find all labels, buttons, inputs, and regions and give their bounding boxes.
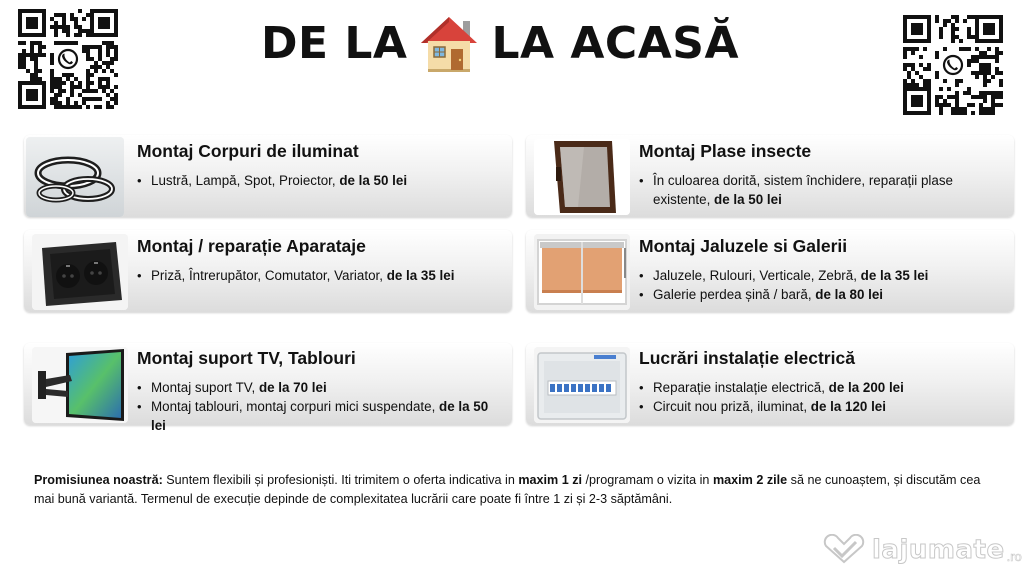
bullet-price: de la 120 lei (810, 399, 886, 414)
bullet-text: Lustră, Lampă, Spot, Proiector, (151, 173, 340, 188)
bullet-price: de la 80 lei (815, 287, 884, 302)
promise-paragraph (34, 471, 994, 509)
bullet-price: de la 50 lei (151, 399, 489, 433)
service-title: Montaj Jaluzele si Galerii (639, 236, 848, 256)
bullet-item (137, 266, 504, 285)
service-bullets (639, 266, 1006, 304)
bullet-item (639, 378, 1006, 397)
promise-text-1: Suntem flexibili și profesioniști. Iti trimitem o oferta indicativa in (162, 473, 519, 487)
bullet-price: de la 200 lei (828, 380, 904, 395)
title-right-text: LA ACASĂ (491, 17, 740, 69)
bullet-item (639, 285, 1006, 304)
service-card-blinds (526, 230, 1014, 312)
bullet-text: Montaj tablouri, montaj corpuri mici suspendate, (151, 399, 440, 414)
bullet-text: Priză, Întrerupător, Comutator, Variator, (151, 268, 387, 283)
promise-label: Promisiunea noastră: (34, 473, 163, 487)
bullet-price: de la 70 lei (258, 380, 327, 395)
service-card-electrical (526, 343, 1014, 425)
service-card-lighting (24, 135, 512, 217)
service-card-tv-mount (24, 343, 512, 433)
service-title: Montaj / reparație Aparataje (137, 236, 366, 256)
promise-text-2: /programam o vizita in (582, 473, 713, 487)
bullet-text: Reparație instalație electrică, (653, 380, 829, 395)
bullet-text: Galerie perdea șină / bară, (653, 287, 816, 302)
insect-screen-photo (534, 139, 630, 215)
bullet-price: de la 50 lei (339, 173, 408, 188)
service-title: Montaj suport TV, Tablouri (137, 348, 356, 368)
service-title: Lucrări instalație electrică (639, 348, 855, 368)
lajumate-watermark (820, 532, 1022, 568)
promise-bold-2: maxim 2 zile (712, 473, 788, 487)
whatsapp-qr-code-left (15, 6, 121, 112)
service-bullets (137, 378, 504, 435)
service-bullets (639, 171, 1006, 209)
bullet-item (137, 378, 504, 397)
bullet-price: de la 50 lei (714, 192, 782, 207)
bullet-item (137, 397, 504, 435)
house-icon (419, 13, 479, 73)
bullet-text: Jaluzele, Rulouri, Verticale, Zebră, (653, 268, 861, 283)
whatsapp-qr-code-right (900, 12, 1006, 118)
bullet-item (639, 171, 1006, 209)
bullet-item (639, 266, 1006, 285)
bullet-item (137, 171, 504, 190)
lajumate-heart-icon (820, 534, 868, 566)
service-title: Montaj Plase insecte (639, 141, 812, 161)
title-left-text: DE LA (260, 17, 408, 69)
service-bullets (137, 171, 504, 190)
roller-blind-photo (534, 234, 630, 310)
electrical-panel-photo (534, 347, 630, 423)
ceiling-lamp-photo (26, 137, 124, 217)
socket-photo (32, 234, 128, 310)
bullet-item (639, 397, 1006, 416)
service-card-insect-screens (526, 135, 1014, 217)
promise-bold-1: maxim 1 zi (518, 473, 583, 487)
page-title (210, 12, 790, 74)
watermark-text: lajumate (872, 535, 1005, 565)
bullet-text: Montaj suport TV, (151, 380, 259, 395)
bullet-price: de la 35 lei (860, 268, 929, 283)
service-bullets (137, 266, 504, 285)
bullet-text: Circuit nou priză, iluminat, (653, 399, 811, 414)
service-card-sockets (24, 230, 512, 312)
promise-text-3: să ne cunoaștem, și discutăm cea mai bună variantă. Termenul de execuție depinde de complexitatea lucrării care poate fi între 1 zi și 2-3 săptămâni. (34, 473, 981, 506)
bullet-text: În culoarea dorită, sistem închidere, reparații plase existente, (653, 173, 953, 207)
service-title: Montaj Corpuri de iluminat (137, 141, 359, 161)
tv-mount-photo (32, 347, 128, 423)
service-bullets (639, 378, 1006, 416)
bullet-price: de la 35 lei (386, 268, 455, 283)
watermark-tld: .ro (1006, 549, 1022, 564)
